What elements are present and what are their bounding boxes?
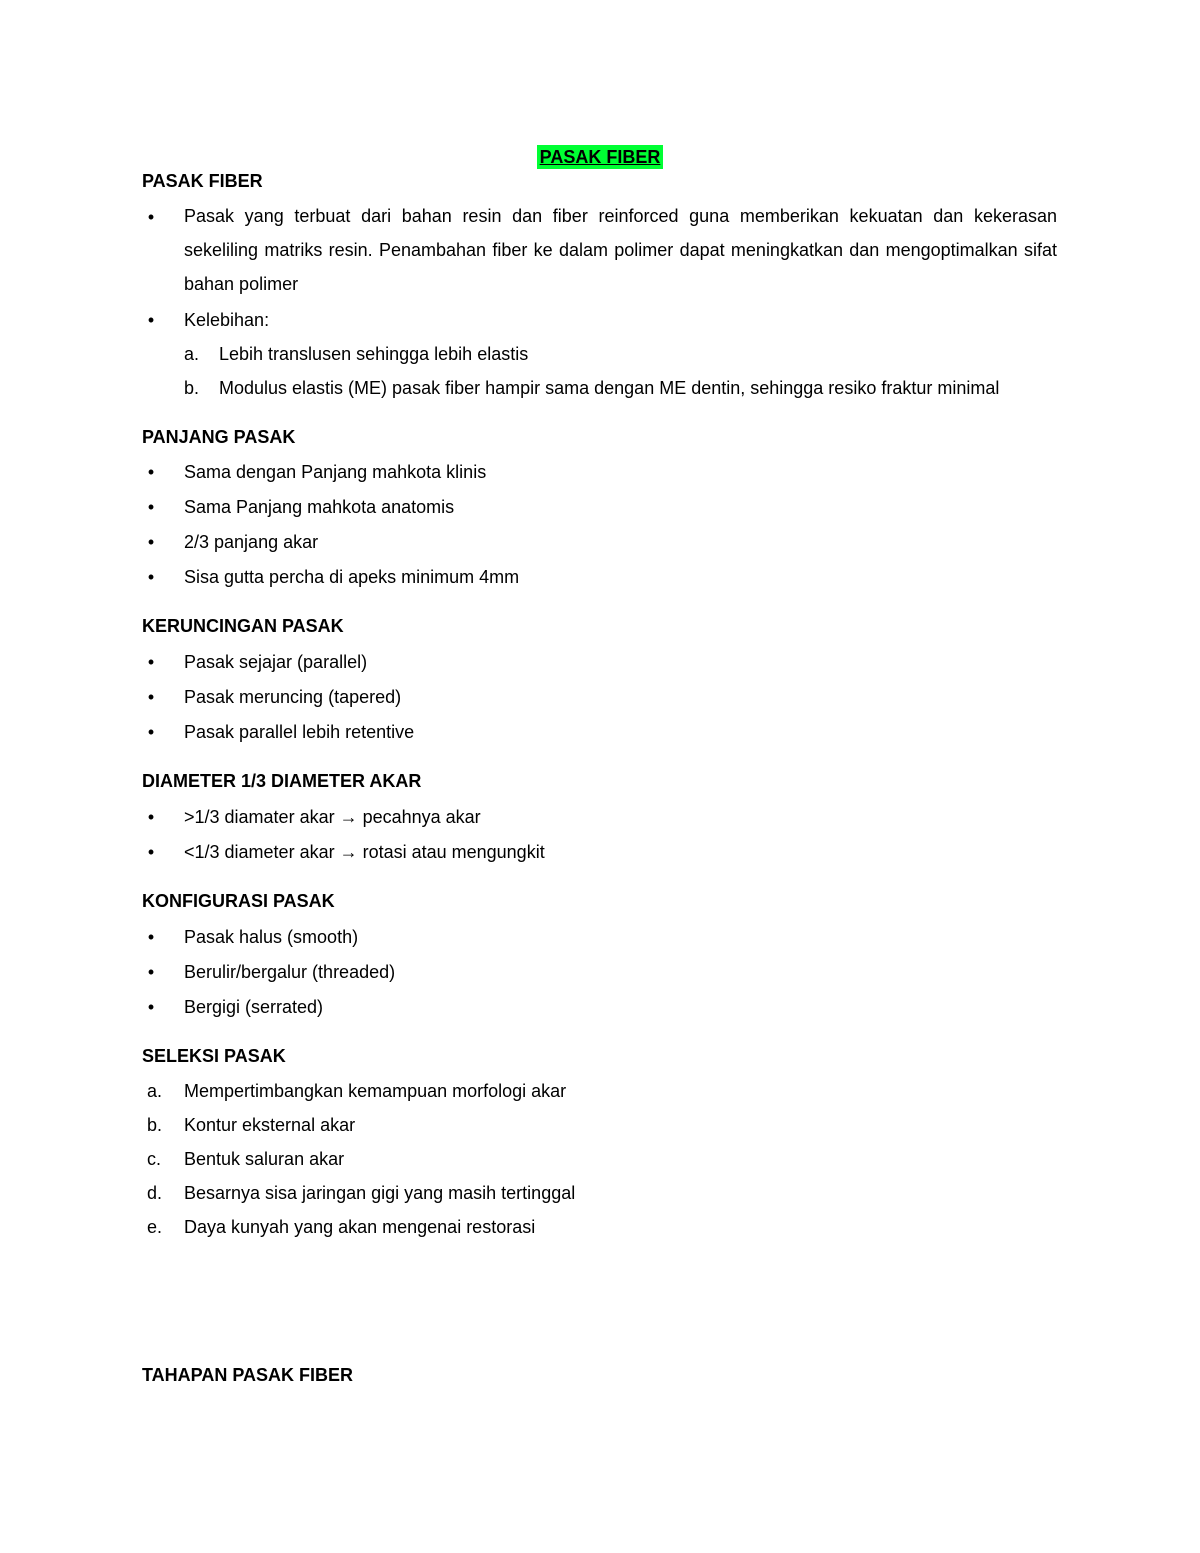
document-title: PASAK FIBER (537, 145, 664, 169)
list-item-text: Pasak yang terbuat dari bahan resin dan fiber reinforced guna memberikan kekuatan dan kekerasan sekeliling matriks resin. Penambahan fiber ke dalam polimer dapat meningkatkan dan mengoptimalkan sifat bahan polimer (184, 206, 1057, 294)
section-heading-tahapan-pasak-fiber: TAHAPAN PASAK FIBER (142, 1365, 353, 1385)
list-marker: e. (147, 1217, 163, 1237)
section-heading-panjang-pasak: PANJANG PASAK (142, 427, 296, 447)
list-marker: a. (147, 1081, 163, 1101)
list-marker: a. (184, 344, 200, 364)
bullet-icon: • (147, 842, 155, 862)
list-item-text: Mempertimbangkan kemampuan morfologi akar (184, 1081, 567, 1101)
bullet-icon: • (147, 652, 155, 672)
section-heading-seleksi-pasak: SELEKSI PASAK (142, 1046, 286, 1066)
list-marker: c. (147, 1149, 162, 1169)
list-item-text: Bergigi (serrated) (184, 997, 324, 1017)
bullet-icon: • (147, 722, 155, 742)
list-item-text: >1/3 diamater akar → pecahnya akar (184, 807, 481, 827)
bullet-icon: • (147, 462, 155, 482)
bullet-icon: • (147, 497, 155, 517)
bullet-icon: • (147, 997, 155, 1017)
bullet-icon: • (147, 687, 155, 707)
list-item-text: Kontur eksternal akar (184, 1115, 356, 1135)
bullet-icon: • (147, 310, 155, 330)
list-item-text: Daya kunyah yang akan mengenai restorasi (184, 1217, 536, 1237)
list-item-text: Pasak meruncing (tapered) (184, 687, 402, 707)
section-heading-pasak-fiber: PASAK FIBER (142, 171, 263, 191)
bullet-icon: • (147, 807, 155, 827)
list-item-text: Pasak sejajar (parallel) (184, 652, 368, 672)
section-heading-keruncingan-pasak: KERUNCINGAN PASAK (142, 616, 344, 636)
list-item-text: Sama dengan Panjang mahkota klinis (184, 462, 487, 482)
list-item-text: 2/3 panjang akar (184, 532, 319, 552)
list-item-text: Pasak halus (smooth) (184, 927, 359, 947)
list-item-text: <1/3 diameter akar → rotasi atau mengungkit (184, 842, 545, 862)
list-item-text: Bentuk saluran akar (184, 1149, 345, 1169)
bullet-icon: • (147, 962, 155, 982)
list-item-text: Sama Panjang mahkota anatomis (184, 497, 455, 517)
list-marker: d. (147, 1183, 163, 1203)
section-heading-konfigurasi-pasak: KONFIGURASI PASAK (142, 891, 335, 911)
bullet-icon: • (147, 567, 155, 587)
bullet-icon: • (147, 927, 155, 947)
list-marker: b. (147, 1115, 163, 1135)
list-marker: b. (184, 378, 200, 398)
list-item-text: Kelebihan: (184, 310, 270, 330)
bullet-icon: • (147, 207, 155, 227)
list-item-text: Modulus elastis (ME) pasak fiber hampir sama dengan ME dentin, sehingga resiko fraktur minimal (219, 378, 1000, 398)
bullet-icon: • (147, 532, 155, 552)
list-item-text: Pasak parallel lebih retentive (184, 722, 415, 742)
list-item-text: Besarnya sisa jaringan gigi yang masih tertinggal (184, 1183, 576, 1203)
list-item-text: Lebih translusen sehingga lebih elastis (219, 344, 529, 364)
list-item-text: Sisa gutta percha di apeks minimum 4mm (184, 567, 520, 587)
list-item-text: Berulir/bergalur (threaded) (184, 962, 396, 982)
section-heading-diameter: DIAMETER 1/3 DIAMETER AKAR (142, 771, 422, 791)
